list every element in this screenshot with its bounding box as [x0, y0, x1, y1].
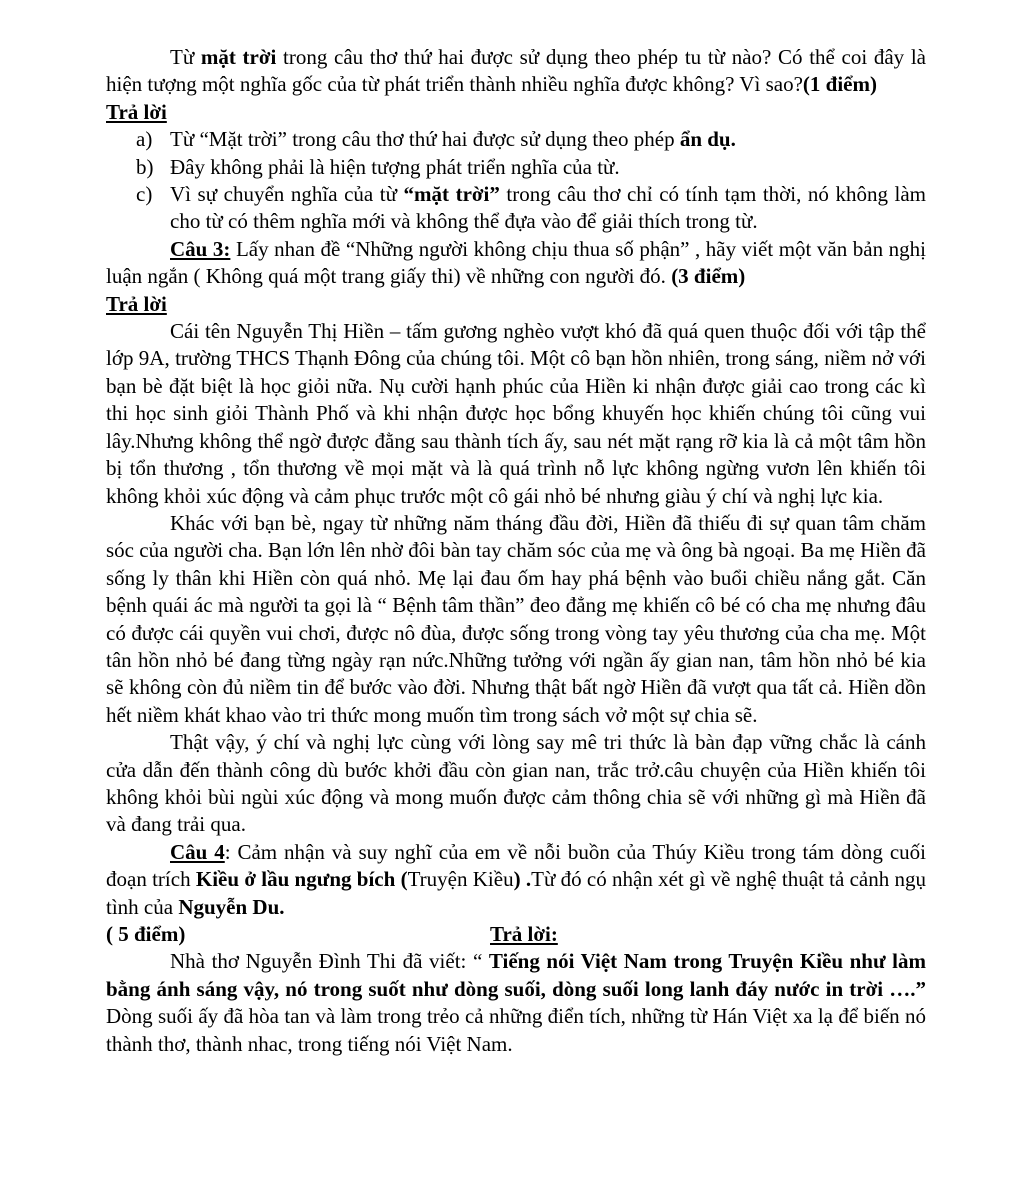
q2-points: (1 điểm) — [802, 72, 877, 97]
list-marker: c) — [136, 182, 153, 207]
q4-label: Câu 4 — [170, 839, 225, 864]
q3-paragraph-2: Khác với bạn bè, ngay từ những năm tháng đầu đời, Hiền đã thiếu đi sự quan tâm chăm sóc của người cha. Bạn lớn lên nhờ đôi bàn tay chăm sóc của mẹ và ông bà ngoại. Ba mẹ Hiền đã sống ly thân khi Hiền còn quá nhỏ. Mẹ lại đau ốm hay phá bệnh vào buổi chiều nắng gắt. Căn bệnh quái ác mà người ta gọi là “ Bệnh tâm thần” đeo đẳng mẹ khiến cô bé có cha mẹ nhưng đâu có được cái quyền vui chơi, được nô đùa, được sống trong vòng tay yêu thương của cha mẹ. Một tân hồn nhỏ bé đang từng ngày rạn nức.Những tưởng với ngần ấy gian nan, tâm hồn nhỏ bé kia sẽ không còn đủ niềm tin để bước vào đời. Nhưng thật bất ngờ Hiền đã vượt qua tất cả. Hiền dồn hết niềm khát khao vào tri thức mong muốn tìm trong sách vở một sự chia sẽ. — [106, 510, 926, 727]
q4-prompt-e: Từ đó có nhận xét gì về nghệ thuật tả cảnh ngụ tình của — [106, 867, 926, 919]
question-2-text — [106, 44, 926, 99]
list-item — [136, 154, 926, 181]
q4-quote: Tiếng nói Việt Nam trong Truyện Kiều như làm bằng ánh sáng vậy, nó trong suốt như dòng suối, dòng suối long lanh đáy nước in trời ….” — [106, 949, 926, 1001]
item-c-bold: “mặt trời” — [403, 182, 500, 207]
q3-points: (3 điểm) — [671, 264, 746, 289]
q4-answer-heading: Trả lời: — [490, 922, 558, 946]
list-item-text: Đây không phải là hiện tượng phát triển nghĩa của từ. — [170, 154, 620, 179]
question-3-text — [106, 236, 926, 291]
q2-text-a: Từ — [170, 45, 201, 69]
list-item-text — [170, 181, 926, 236]
q2-answer-list — [106, 126, 926, 236]
q3-answer-heading: Trả lời — [106, 291, 167, 316]
item-a-text: Từ “Mặt trời” trong câu thơ thứ hai được sử dụng theo phép — [170, 127, 680, 152]
list-marker: a) — [136, 127, 153, 152]
q4-author: Nguyễn Du. — [178, 894, 285, 919]
q3-paragraph-3: Thật vậy, ý chí và nghị lực cùng với lòng say mê tri thức là bàn đạp vững chắc là cánh cửa dẫn đến thành công dù bước khởi đầu còn gian nan, trắc trở.câu chuyện của Hiền khiến tôi không khỏi bùi ngùi xúc động và mong muốn được cảm thông chia sẽ với những gì mà Hiền đã và đang trải qua. — [106, 730, 926, 837]
q4-source: Truyện Kiều — [407, 867, 514, 892]
item-a-bold: ẩn dụ. — [679, 127, 736, 152]
q4-punct: ) . — [513, 867, 532, 892]
q4-para-a: Nhà thơ Nguyễn Đình Thi đã viết: “ — [170, 949, 489, 974]
q2-keyword: mặt trời — [200, 45, 277, 69]
q4-points-row — [106, 921, 926, 948]
q4-title: Kiều ở lầu ngưng bích ( — [195, 867, 408, 892]
list-marker: b) — [136, 154, 154, 179]
list-item — [136, 181, 926, 236]
q2-text-c: trong câu thơ thứ hai được sử dụng theo phép tu từ nào? Có thể coi đây là hiện tượng một nghĩa gốc của từ phát triển thành nhiều nghĩa được không? Vì sao? — [106, 45, 926, 97]
q4-points: ( 5 điểm) — [106, 922, 186, 946]
q3-prompt: Lấy nhan đề “Những người không chịu thua số phận” , hãy viết một văn bản nghị luận ngắn ( Không quá một trang giấy thi) về những con người đó. — [106, 236, 926, 289]
q4-para-c: Dòng suối ấy đã hòa tan và làm trong trẻo cả những điển tích, những từ Hán Việt xa lạ để biến nó thành thơ, thành nhac, trong tiếng nói Việt Nam. — [106, 1004, 926, 1056]
q3-paragraph-1: Cái tên Nguyễn Thị Hiền – tấm gương nghèo vượt khó đã quá quen thuộc đối với tập thể lớp 9A, trường THCS Thạnh Đông của chúng tôi. Một cô bạn hồn nhiên, trong sáng, niềm nở với bạn bè đặt biệt là học giỏi nữa. Nụ cười hạnh phúc của Hiền ki nhận được giải cao trong các kì thi học sinh giỏi Thành Phố và khi nhận được học bổng khuyến học khiến chúng tôi cũng vui lây.Nhưng không thể ngờ được đằng sau thành tích ấy, sau nét mặt rạng rỡ kia là cả một tâm hồn bị tổn thương , tổn thương về mọi mặt và là quá trình nỗ lực không ngừng vươn lên khiến tôi không khỏi xúc động và cảm phục trước một cô gái nhỏ bé nhưng giàu ý chí và nghị lực kia. — [106, 319, 926, 508]
question-4-text — [106, 839, 926, 921]
q2-answer-heading: Trả lời — [106, 99, 167, 124]
item-c-text-a: Vì sự chuyển nghĩa của từ — [170, 182, 404, 207]
q4-prompt-a: : Cảm nhận và suy nghĩ của em về nỗi buồn của Thúy Kiều trong tám dòng cuối đoạn trích — [106, 839, 926, 892]
q3-label: Câu 3: — [170, 236, 231, 261]
list-item-text — [170, 126, 926, 153]
q4-paragraph-1 — [106, 948, 926, 1058]
list-item — [136, 126, 926, 153]
item-c-text-c: trong câu thơ chỉ có tính tạm thời, nó không làm cho từ có thêm nghĩa mới và không thể đựa vào để giải thích trong từ. — [170, 182, 926, 234]
